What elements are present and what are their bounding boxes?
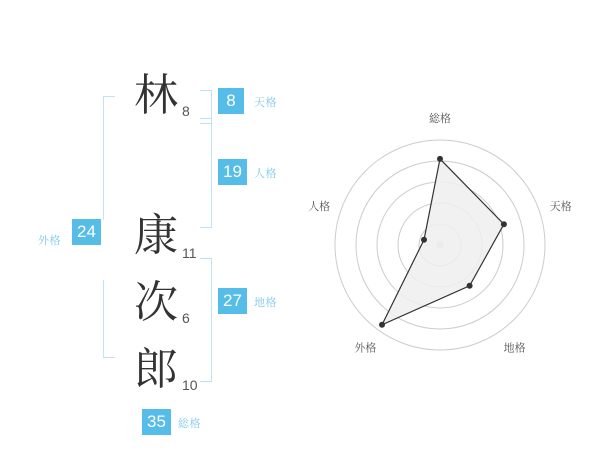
gaikaku-badge: 24 [72,219,101,245]
chikaku-badge: 27 [218,288,247,314]
chikaku-bracket [200,258,212,382]
radar-axis-label: 天格 [549,199,572,213]
radar-axis-label: 総格 [429,112,451,125]
jinkaku-badge: 19 [218,159,247,185]
radar-data-point [421,237,427,243]
soukaku-badge: 35 [142,409,171,435]
kanji-3: 次 [134,277,178,328]
kanji-4-strokes: 10 [182,377,198,393]
gaikaku-bracket-bottom [103,280,115,358]
jinkaku-label: 人格 [254,167,277,180]
radar-axis-label: 外格 [354,341,377,355]
soukaku-label: 総格 [178,417,201,430]
radar-polygon [382,159,504,325]
radar-data-point [467,283,473,289]
radar-chart [300,0,600,470]
kanji-1-strokes: 8 [182,103,190,119]
kanji-2-strokes: 11 [182,245,197,261]
radar-data-point [501,221,507,227]
radar-axis-label: 地格 [503,341,526,355]
tenkaku-badge: 8 [218,88,244,114]
kanji-2: 康 [134,210,178,261]
tenkaku-label: 天格 [254,96,277,109]
radar-chart-panel [300,0,600,470]
gaikaku-bracket-top [103,96,115,220]
radar-axis-label: 人格 [308,199,331,213]
jinkaku-bracket [200,118,212,228]
chikaku-label: 地格 [254,296,277,309]
kanji-3-strokes: 6 [182,310,190,326]
radar-data-point [437,156,443,162]
radar-data-point [379,322,385,328]
kanji-1: 林 [134,70,178,121]
gaikaku-label: 外格 [38,234,61,247]
kanji-4: 郎 [134,344,178,395]
